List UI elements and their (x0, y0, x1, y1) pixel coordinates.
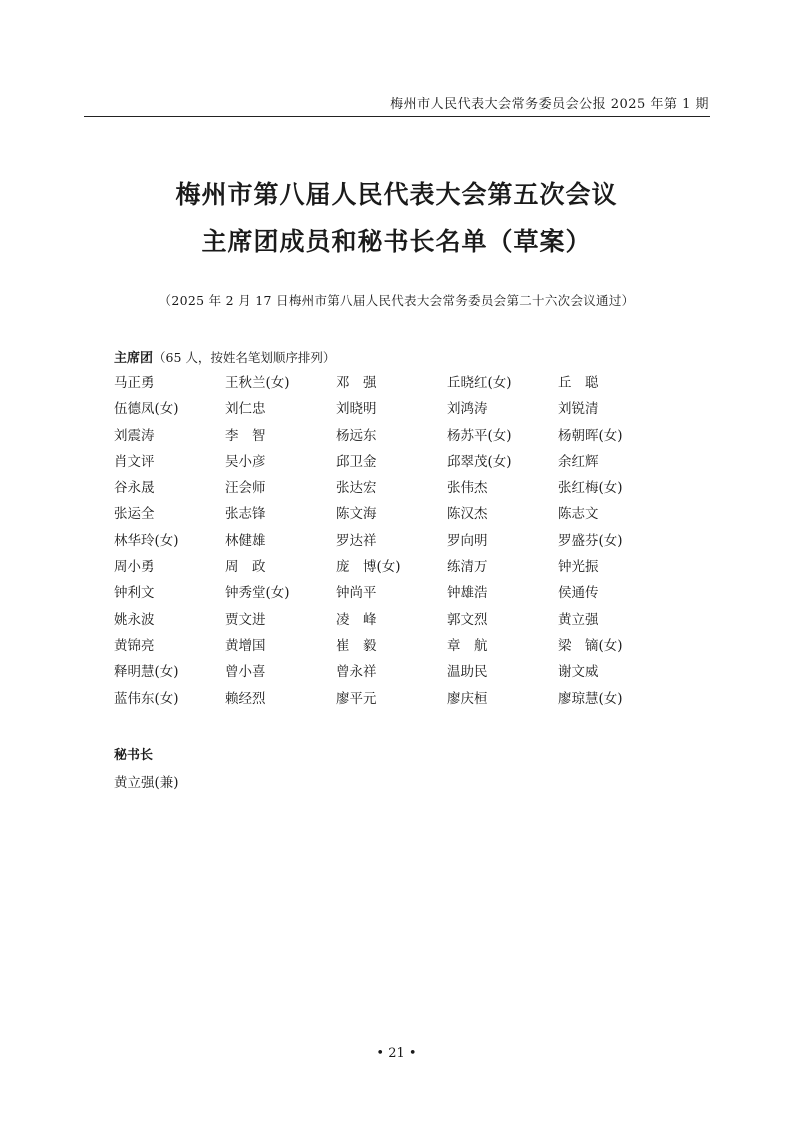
presidium-member: 周小勇 (114, 559, 155, 576)
presidium-member: 蓝伟东(女) (114, 690, 179, 707)
presidium-member: 凌 峰 (336, 611, 377, 628)
presidium-member: 张伟杰 (447, 480, 488, 497)
presidium-member: 罗向明 (447, 532, 488, 549)
presidium-member: 陈志文 (558, 506, 599, 523)
presidium-member: 曾永祥 (336, 664, 377, 681)
presidium-member: 张运全 (114, 506, 155, 523)
presidium-member: 李 智 (225, 427, 266, 444)
document-title-line-2: 主席团成员和秘书长名单（草案） (201, 227, 592, 256)
presidium-heading (114, 347, 335, 366)
presidium-member: 王秋兰(女) (225, 375, 290, 391)
presidium-member: 郭文烈 (447, 611, 488, 628)
presidium-member: 谢文威 (558, 664, 599, 681)
presidium-member: 林健雄 (225, 532, 266, 549)
presidium-member: 贾文进 (225, 611, 266, 628)
presidium-member-list (114, 371, 669, 713)
presidium-member: 曾小喜 (225, 664, 266, 681)
presidium-member: 杨朝晖(女) (558, 427, 623, 444)
presidium-member: 刘仁忠 (225, 401, 266, 418)
presidium-member: 刘鸿涛 (447, 401, 488, 418)
approval-note: （2025 年 2 月 17 日梅州市第八届人民代表大会常务委员会第二十六次会议通过） (158, 293, 635, 308)
presidium-member: 周 政 (225, 559, 266, 576)
presidium-member: 黄增国 (225, 637, 266, 654)
presidium-member: 张达宏 (336, 480, 377, 497)
presidium-member: 钟秀堂(女) (225, 585, 290, 602)
presidium-member: 章 航 (447, 637, 488, 654)
presidium-member: 丘晓红(女) (447, 375, 512, 391)
presidium-member: 罗盛芬(女) (558, 532, 623, 549)
presidium-member: 刘锐清 (558, 401, 599, 418)
presidium-member: 廖琼慧(女) (558, 690, 623, 707)
presidium-member: 汪会师 (225, 480, 266, 497)
presidium-member: 陈文海 (336, 506, 377, 523)
presidium-member: 陈汉杰 (447, 506, 488, 523)
presidium-member: 丘 聪 (558, 375, 599, 391)
presidium-member: 刘晓明 (336, 401, 377, 418)
presidium-member: 崔 毅 (336, 637, 377, 654)
secretary-general-heading-label: 秘书长 (114, 748, 154, 763)
presidium-member: 杨苏平(女) (447, 427, 512, 444)
presidium-member: 邱翠茂(女) (447, 453, 512, 470)
presidium-member: 张志锋 (225, 506, 266, 523)
presidium-member: 刘震涛 (114, 427, 155, 444)
page-number: • 21 • (376, 1046, 417, 1061)
presidium-member: 钟光振 (558, 559, 599, 576)
presidium-heading-label: 主席团 (114, 351, 154, 366)
presidium-member: 庞 博(女) (336, 559, 401, 576)
presidium-member: 邓 强 (336, 375, 377, 391)
presidium-member: 梁 镝(女) (558, 637, 623, 654)
secretary-general-heading (114, 744, 153, 763)
presidium-member: 张红梅(女) (558, 480, 623, 497)
presidium-member: 罗达祥 (336, 532, 377, 549)
presidium-member: 钟雄浩 (447, 585, 488, 602)
presidium-member: 赖经烈 (225, 690, 266, 707)
presidium-member: 吴小彦 (225, 453, 266, 470)
presidium-member: 黄锦亮 (114, 637, 155, 654)
presidium-member: 练清万 (447, 559, 488, 576)
presidium-member: 钟尚平 (336, 585, 377, 602)
secretary-general-name: 黄立强(兼) (114, 775, 179, 791)
presidium-member: 温助民 (447, 664, 488, 681)
header-rule (84, 116, 710, 117)
presidium-member: 余红辉 (558, 453, 599, 470)
document-title-line-1: 梅州市第八届人民代表大会第五次会议 (175, 180, 618, 209)
presidium-member: 释明慧(女) (114, 664, 179, 681)
presidium-member: 杨远东 (336, 427, 377, 444)
running-header: 梅州市人民代表大会常务委员会公报 2025 年第 1 期 (390, 97, 709, 112)
presidium-heading-note: （65 人，按姓名笔划顺序排列） (153, 350, 336, 365)
presidium-member: 邱卫金 (336, 453, 377, 470)
presidium-member: 林华玲(女) (114, 532, 179, 549)
presidium-member: 肖文评 (114, 453, 155, 470)
presidium-member: 马正勇 (114, 375, 155, 391)
presidium-member: 谷永晟 (114, 480, 155, 497)
presidium-member: 侯通传 (558, 585, 599, 602)
presidium-member: 姚永波 (114, 611, 155, 628)
presidium-member: 廖平元 (336, 690, 377, 707)
presidium-member: 钟利文 (114, 585, 155, 602)
presidium-member: 黄立强 (558, 611, 599, 628)
presidium-member: 廖庆桓 (447, 690, 488, 707)
presidium-member: 伍德凤(女) (114, 401, 179, 418)
